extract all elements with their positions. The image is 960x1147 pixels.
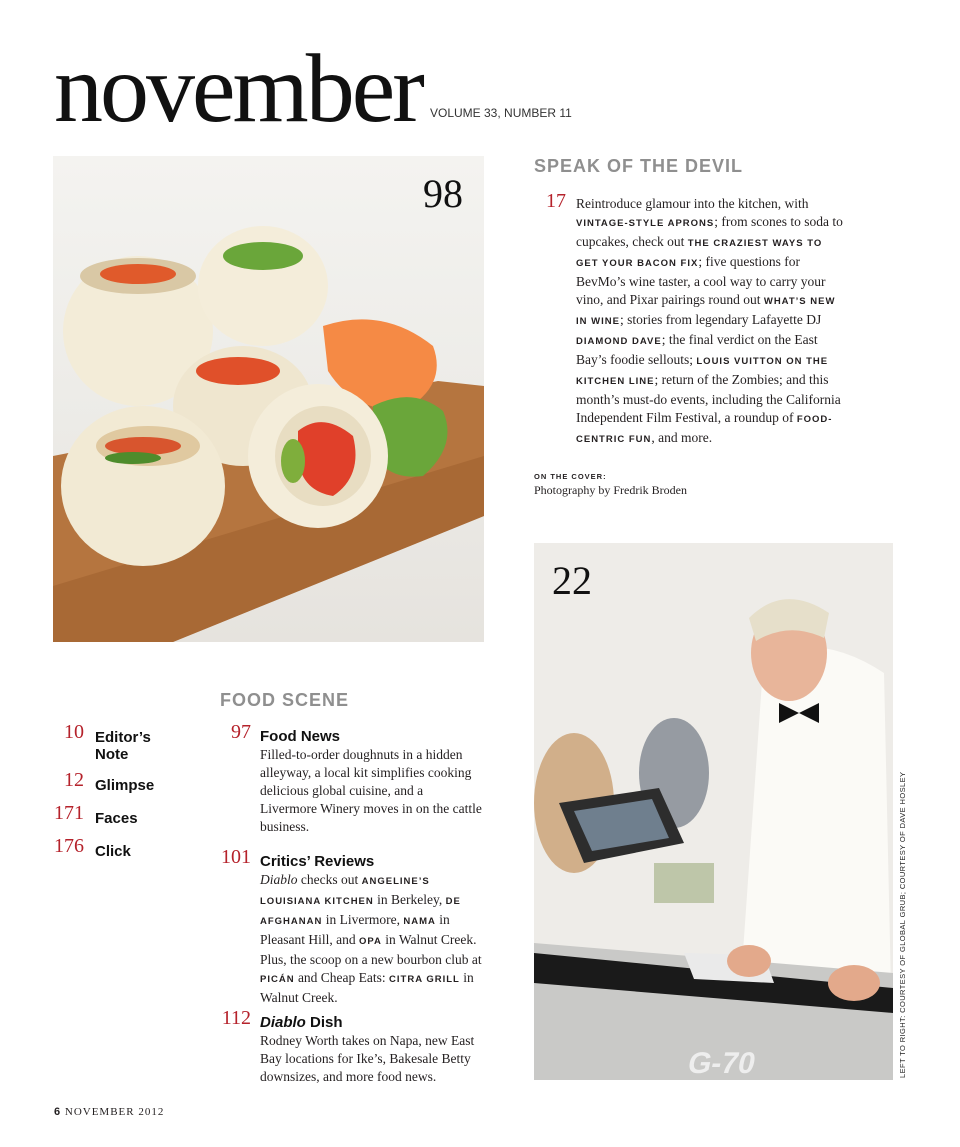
title-text-run: Diablo xyxy=(260,1014,306,1031)
food-scene-item-description xyxy=(260,1032,482,1086)
highlighted-text: VINTAGE-STYLE APRONS xyxy=(576,218,715,229)
department-label: Click xyxy=(95,843,131,860)
body-text-run: checks out xyxy=(297,872,362,887)
highlighted-text: WHAT’S NEW IN WINE xyxy=(576,296,836,327)
body-text-run: , and more. xyxy=(651,430,713,445)
cover-photo-credit: Photography by Fredrik Broden xyxy=(534,483,687,497)
body-text-run: in Walnut Creek. xyxy=(260,970,474,1005)
section-heading-food-scene: FOOD SCENE xyxy=(220,690,350,710)
food-scene-item-title xyxy=(260,728,480,745)
food-scene-item-description xyxy=(260,871,482,1007)
body-text-run: in Pleasant Hill, and xyxy=(260,912,450,947)
body-text-run: ; stories from legendary Lafayette DJ xyxy=(619,312,822,327)
food-scene-page-number: 97 xyxy=(231,721,251,743)
italic-text: Diablo xyxy=(260,872,298,887)
food-scene-page-number: 112 xyxy=(221,1007,251,1029)
speak-of-the-devil-description xyxy=(576,195,844,449)
highlighted-text: OPA xyxy=(358,936,382,947)
department-page-number: 171 xyxy=(54,802,84,824)
highlighted-text: CITRA GRILL xyxy=(389,974,460,985)
dj-illustration xyxy=(534,543,893,1080)
food-scene-item-title xyxy=(260,1014,480,1031)
title-text-run: Dish xyxy=(305,1014,343,1031)
highlighted-text: PICÁN xyxy=(260,974,295,985)
department-label: Editor’s Note xyxy=(95,729,151,763)
dj-photo xyxy=(534,543,893,1080)
body-text-run: ; the final verdict on the East Bay’s foodie sellouts; xyxy=(576,332,818,367)
highlighted-text: THE CRAZIEST WAYS TO GET YOUR BACON FIX xyxy=(576,238,823,269)
speak-of-the-devil-page-number: 17 xyxy=(546,190,566,212)
sushi-page-number: 98 xyxy=(423,171,463,216)
title-text-run: Food News xyxy=(260,728,341,745)
highlighted-text: NAMA xyxy=(403,916,436,927)
body-text-run: Filled-to-order doughnuts in a hidden alleyway, a local kit simplifies cooking delicious global cuisine, and a Livermore Winery moves in on the cattle business. xyxy=(260,747,482,834)
department-page-number: 176 xyxy=(54,835,84,857)
body-text-run: ; from scones to soda to cupcakes, check out xyxy=(576,214,843,249)
body-text-run: Rodney Worth takes on Napa, new East Bay locations for Ike’s, Bakesale Betty downsizes, and more food news. xyxy=(260,1033,475,1084)
title-text-run: Critics’ Reviews xyxy=(260,853,375,870)
photo-credit-vertical: LEFT TO RIGHT: COURTESY OF GLOBAL GRUB; COURTESY OF DAVE HOSLEY xyxy=(898,771,907,1078)
department-label: Glimpse xyxy=(95,777,155,794)
body-text-run: ; five questions for BevMo’s wine taster, a cool way to carry your vino, and Pixar pairings round out xyxy=(576,254,826,307)
department-page-number: 12 xyxy=(64,769,84,791)
highlighted-text: DIAMOND DAVE xyxy=(576,336,662,347)
on-the-cover-label: ON THE COVER: xyxy=(534,472,607,481)
highlighted-text: DE AFGHANAN xyxy=(260,896,461,927)
folio-issue: NOVEMBER 2012 xyxy=(64,1106,165,1118)
highlighted-text: ANGELINE’S LOUISIANA KITCHEN xyxy=(260,876,430,907)
body-text-run: in Berkeley, xyxy=(373,892,446,907)
sushi-photo xyxy=(53,156,484,642)
body-text-run: in Livermore, xyxy=(322,912,404,927)
body-text-run: and Cheap Eats: xyxy=(294,970,390,985)
highlighted-text: LOUIS VUITTON ON THE KITCHEN LINE xyxy=(576,356,829,387)
department-label: Faces xyxy=(95,810,138,827)
magazine-title: november xyxy=(54,35,422,143)
body-text-run: ; return of the Zombies; and this month’s must-do events, including the California Independent Film Festival, a roundup of xyxy=(576,372,841,425)
food-scene-item-title xyxy=(260,853,480,870)
section-heading-speak-of-the-devil: SPEAK OF THE DEVIL xyxy=(534,156,744,176)
volume-number: VOLUME 33, NUMBER 11 xyxy=(430,106,572,120)
folio-page-number: 6 xyxy=(54,1106,62,1118)
food-scene-page-number: 101 xyxy=(221,846,251,868)
sushi-illustration xyxy=(53,156,484,642)
dj-page-number: 22 xyxy=(552,558,592,603)
department-page-number: 10 xyxy=(64,721,84,743)
highlighted-text: FOOD-CENTRIC FUN xyxy=(576,414,833,445)
body-text-run: Reintroduce glamour into the kitchen, with xyxy=(576,196,809,211)
body-text-run: in Walnut Creek. Plus, the scoop on a new bourbon club at xyxy=(260,932,482,967)
food-scene-item-description xyxy=(260,746,482,836)
page-folio xyxy=(54,1106,164,1118)
svg-text:G-70: G-70 xyxy=(684,1047,759,1080)
